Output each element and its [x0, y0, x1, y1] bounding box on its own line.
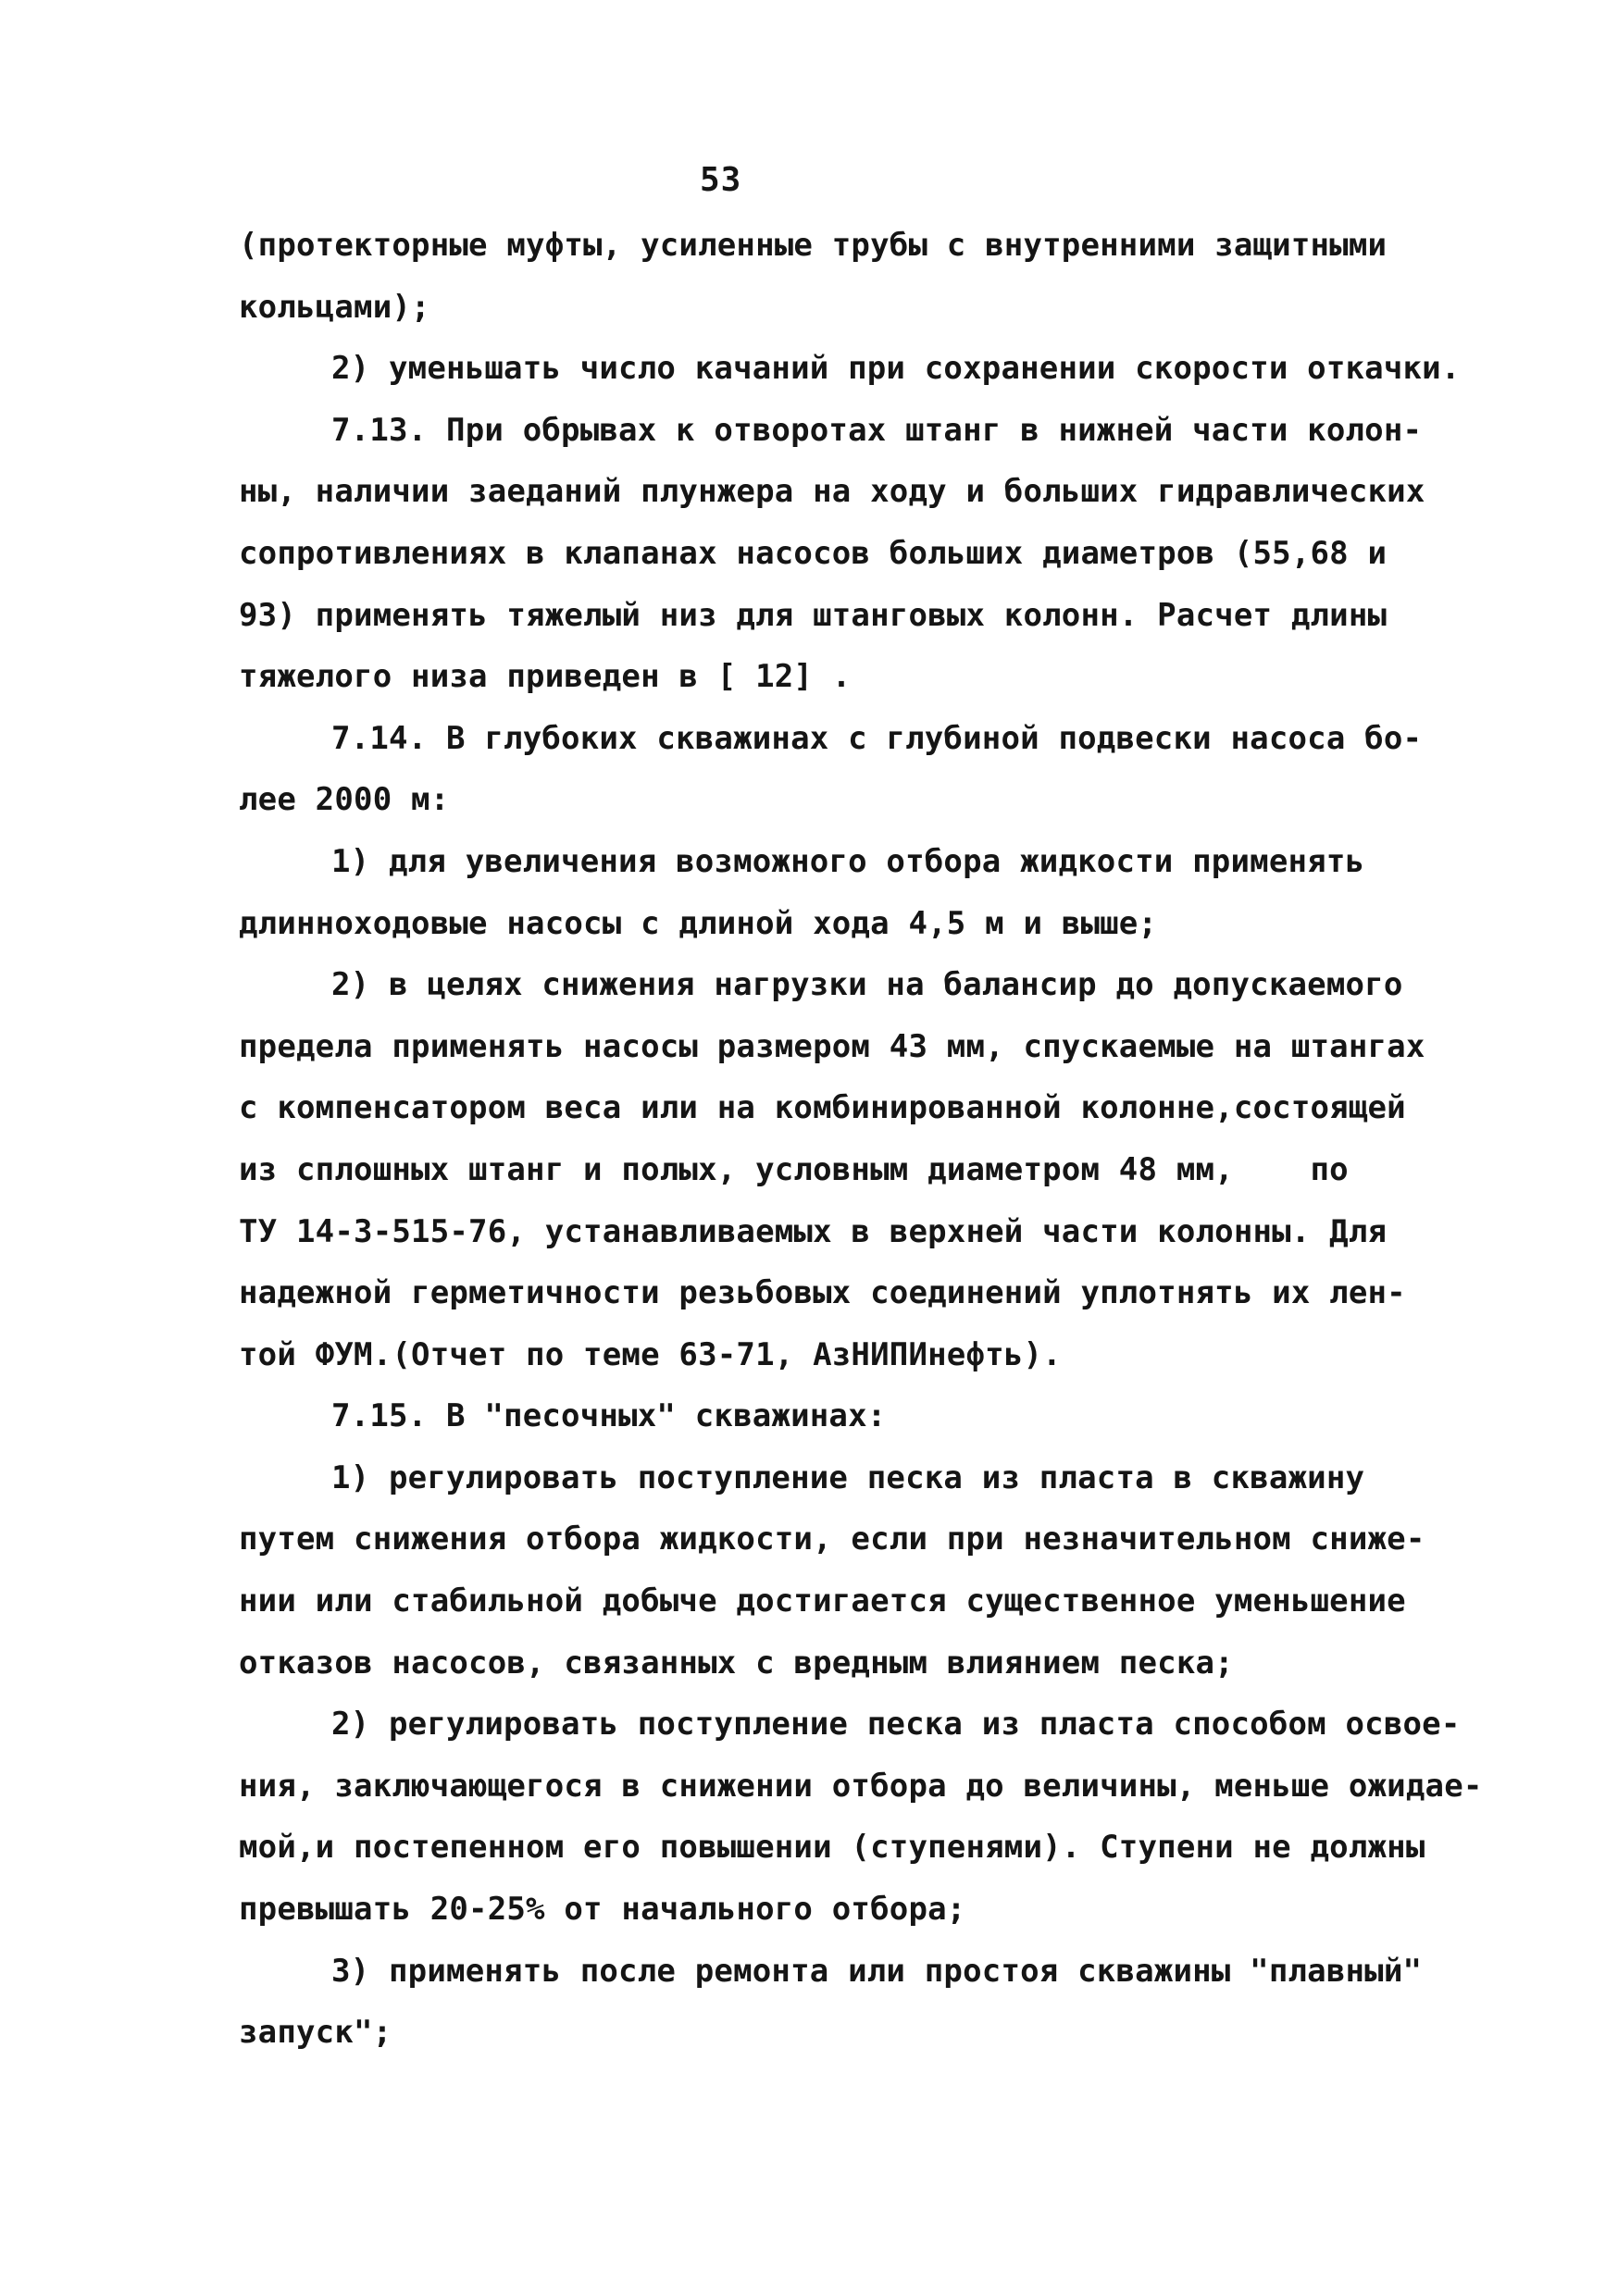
text-line-17: ТУ 14-3-515-76, устанавливаемых в верхней части колонны. Для: [239, 1212, 1388, 1250]
text-line-1: (протекторные муфты, усиленные трубы с внутренними защитными: [239, 227, 1388, 264]
text-line-19: той ФУМ.(Отчет по теме 63-71, АзНИПИнефть).: [239, 1335, 1062, 1373]
page-number: 53: [700, 161, 742, 199]
text-line-5: ны, наличии заеданий плунжера на ходу и больших гидравлических: [239, 473, 1425, 511]
text-line-25: 2) регулировать поступление песка из пласта способом освое-: [331, 1706, 1461, 1744]
text-line-27: мой,и постепенном его повышении (ступенями). Ступени не должны: [239, 1829, 1425, 1867]
text-line-9: 7.14. В глубоких скважинах с глубиной подвески насоса бо-: [331, 719, 1423, 757]
text-line-29: 3) применять после ремонта или простоя скважины "плавный": [331, 1952, 1423, 1990]
text-line-26: ния, заключающегося в снижении отбора до величины, меньше ожидае-: [239, 1767, 1483, 1805]
text-line-13: 2) в целях снижения нагрузки на балансир до допускаемого: [331, 966, 1403, 1004]
text-line-22: путем снижения отбора жидкости, если при незначительном сниже-: [239, 1520, 1425, 1558]
text-line-11: 1) для увеличения возможного отбора жидкости применять: [331, 842, 1365, 880]
text-line-16: из сплошных штанг и полых, условным диаметром 48 мм, по: [239, 1150, 1349, 1188]
text-line-23: нии или стабильной добыче достигается существенное уменьшение: [239, 1582, 1406, 1620]
text-line-14: предела применять насосы размером 43 мм, спускаемые на штангах: [239, 1027, 1425, 1065]
text-line-28: превышать 20-25% от начального отбора;: [239, 1891, 966, 1929]
text-line-20: 7.15. В "песочных" скважинах:: [331, 1397, 887, 1435]
text-line-8: тяжелого низа приведен в [ 12] .: [239, 658, 852, 696]
text-line-2: кольцами);: [239, 288, 430, 326]
text-line-12: длинноходовые насосы с длиной хода 4,5 м и выше;: [239, 904, 1158, 942]
text-line-21: 1) регулировать поступление песка из пласта в скважину: [331, 1458, 1365, 1496]
text-line-7: 93) применять тяжелый низ для штанговых колонн. Расчет длины: [239, 596, 1388, 634]
text-line-24: отказов насосов, связанных с вредным влиянием песка;: [239, 1644, 1234, 1682]
text-line-4: 7.13. При обрывах к отворотах штанг в нижней части колон-: [331, 411, 1423, 449]
body-text: [239, 215, 1483, 2064]
text-line-18: надежной герметичности резьбовых соединений уплотнять их лен-: [239, 1274, 1406, 1312]
text-line-15: с компенсатором веса или на комбинированной колонне,состоящей: [239, 1089, 1406, 1127]
text-line-30: запуск";: [239, 2014, 392, 2052]
text-line-10: лее 2000 м:: [239, 781, 450, 819]
text-line-3: 2) уменьшать число качаний при сохранении скорости откачки.: [331, 350, 1461, 388]
text-line-6: сопротивлениях в клапанах насосов больших диаметров (55,68 и: [239, 534, 1388, 572]
